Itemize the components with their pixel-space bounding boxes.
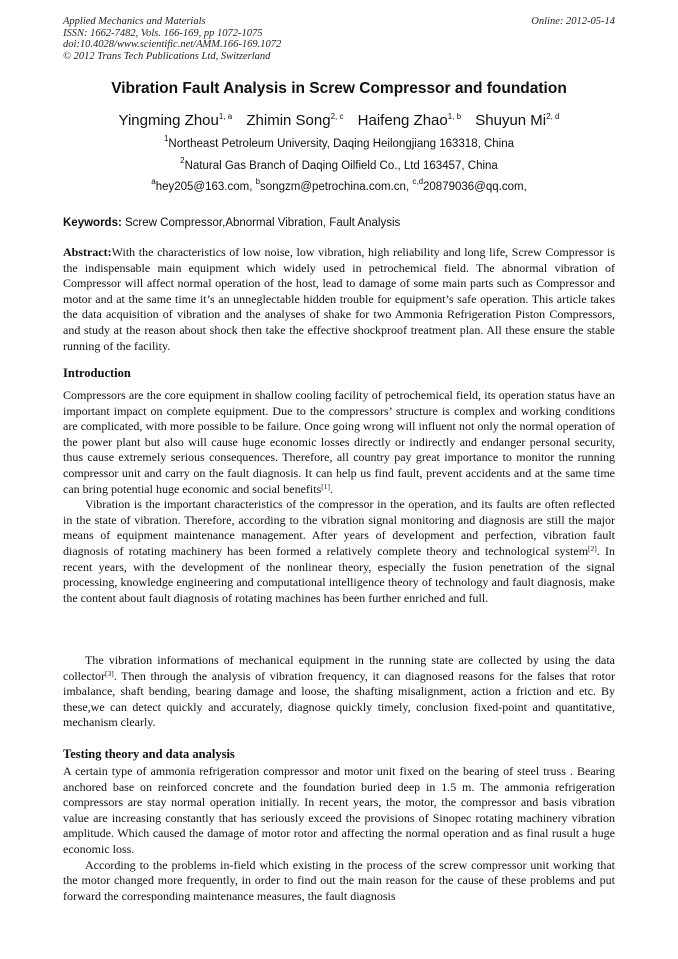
introduction-body-cont — [63, 653, 615, 731]
keywords-text: Screw Compressor,Abnormal Vibration, Fault Analysis — [121, 217, 401, 229]
intro-paragraph-2 — [63, 497, 615, 606]
citation-ref: [3] — [104, 668, 114, 678]
author — [246, 112, 343, 129]
intro-p1-end: . — [330, 481, 333, 496]
email-address: songzm@petrochina.com.cn, — [260, 181, 413, 193]
keywords-label: Keywords: — [63, 217, 122, 229]
online-date: Online: 2012-05-14 — [531, 16, 615, 27]
abstract-label: Abstract: — [63, 245, 112, 259]
introduction-body — [63, 388, 615, 606]
abstract-text: With the characteristics of low noise, low vibration, high reliability and long life, Screw Compressor is the indispensable main equipment which widely used in petrochemical field. The abnormal vibration of Compressor will affect normal operation of the host, lead to damage of some main parts such as Compressor and motor and at the same time it’s an unneglectable hidden trouble for equipment’s safe operation. This article takes the data acquisition of vibration and the analyses of shake for two Ammonia Refrigeration Piston Compressors, and study at the reason about shock then take the effective shockproof treatment plan. All these ensure the stable running of the facility. — [63, 245, 615, 353]
author-sup: 2, d — [546, 112, 560, 121]
email-line — [63, 177, 615, 193]
author-name: Shuyun Mi — [475, 112, 547, 129]
affiliation-2 — [63, 156, 615, 172]
affiliation-1 — [63, 134, 615, 150]
copyright-line: © 2012 Trans Tech Publications Ltd, Switzerland — [63, 50, 271, 62]
intro-paragraph-3 — [63, 653, 615, 731]
intro-p2-text: Vibration is the important characteristics of the compressor in the operation, and its faults are often reflected in the state of vibration. Therefore, according to the vibration signal monitoring and diagnosis are still the major means of equipment maintenance management. After years of development and perfection, vibration fault diagnosis of rotating machinery has been formed a relatively complete theory and technological system — [63, 497, 615, 558]
author-sup: 1, a — [218, 112, 233, 121]
email-sup: b — [255, 177, 261, 186]
affiliation-sup: 2 — [180, 156, 185, 165]
testing-paragraph-2: According to the problems in-field which existing in the process of the screw compressor unit working that the motor changed more frequently, in order to find out the main reason for the cause of these problems and put forward the corresponding maintenance measures, the fault diagnosis — [63, 857, 615, 903]
doi-line: doi:10.4028/www.scientific.net/AMM.166-169.1072 — [63, 39, 282, 51]
introduction-heading: Introduction — [63, 366, 131, 380]
citation-ref: [1] — [321, 481, 330, 491]
intro-p2-text-cont: . In recent years, with the development of the nonlinear theory, especially the fusion penetration of the signal processing, knowledge engineering and computational intelligence theory of technology and fault diagnosis, make the content about fault diagnosis of rotating machines has been further enriched and full. — [63, 543, 615, 605]
author — [475, 112, 559, 129]
author — [358, 112, 461, 129]
email-sup: a — [151, 177, 156, 186]
author-sup: 1, b — [447, 112, 462, 121]
intro-p3-text-cont: . Then through the analysis of vibration frequency, it can diagnosed reasons for the falses that rotor imbalance, shaft bending, bearing damage and loose, the shafting misalignment, action a friction and etc. By these,we can detect quickly and accurately, diagnose quickly timely, conclusion fixed-point and quantitative, mechanism clearly. — [63, 668, 615, 730]
citation-ref: [2] — [588, 543, 597, 553]
intro-p3-text: The vibration informations of mechanical equipment in the running state are collected by using the data collector — [63, 653, 615, 683]
abstract-block — [63, 245, 615, 354]
intro-paragraph-1 — [63, 388, 615, 497]
email-address: hey205@163.com, — [155, 181, 256, 193]
paper-title: Vibration Fault Analysis in Screw Compressor and foundation — [111, 80, 567, 97]
journal-header — [63, 16, 615, 62]
email-address: 20879036@qq.com, — [423, 181, 527, 193]
email-sup: c,d — [412, 177, 424, 186]
author-name: Haifeng Zhao — [357, 112, 448, 129]
testing-heading: Testing theory and data analysis — [63, 747, 235, 761]
journal-name: Applied Mechanics and Materials — [63, 16, 206, 27]
affiliation-text: Northeast Petroleum University, Daqing Heilongjiang 163318, China — [168, 138, 515, 150]
issn-line: ISSN: 1662-7482, Vols. 166-169, pp 1072-1075 — [63, 27, 263, 39]
testing-body — [63, 764, 615, 904]
author-list — [63, 112, 615, 129]
author-name: Zhimin Song — [246, 112, 331, 129]
author-name: Yingming Zhou — [118, 112, 219, 129]
author — [119, 112, 233, 129]
abstract-paragraph — [63, 245, 615, 354]
intro-p1-text: Compressors are the core equipment in shallow cooling facility of petrochemical field, its operation status have an important impact on complete equipment. Due to the compressors’ structure is complex and working conditions are complicated, with more possible to be failure. Once going wrong will influent not only the normal operation of the power plant but also will cause huge economic losses directly or indirectly and endanger personal security, thus cause extremely serious consequences. Therefore, all country pay great importance to monitor the running compressor unit and carry on the fault diagnosis. It can help us find fault, prevent accidents and at the same time can bring potential huge economic and social benefits — [63, 388, 615, 496]
affiliation-text: Natural Gas Branch of Daqing Oilfield Co., Ltd 163457, China — [184, 160, 498, 172]
author-sup: 2, c — [330, 112, 344, 121]
keywords-line — [63, 217, 615, 229]
affiliation-sup: 1 — [163, 134, 169, 143]
testing-paragraph-1: A certain type of ammonia refrigeration compressor and motor unit fixed on the bearing of steel truss . Bearing anchored base on reinforced concrete and the foundation buried deep in 1.5 m. The ammonia refrigeration compressors are stay normal operation initially. In recent years, the motor, the compressor and basis vibration value are increasing constantly that has seriously exceed the provisions of Sinopec rotating machinery vibration amplitude. Which caused the damage of motor rotor and affecting the normal operation and as final rusult a huge economic loss. — [63, 764, 615, 856]
